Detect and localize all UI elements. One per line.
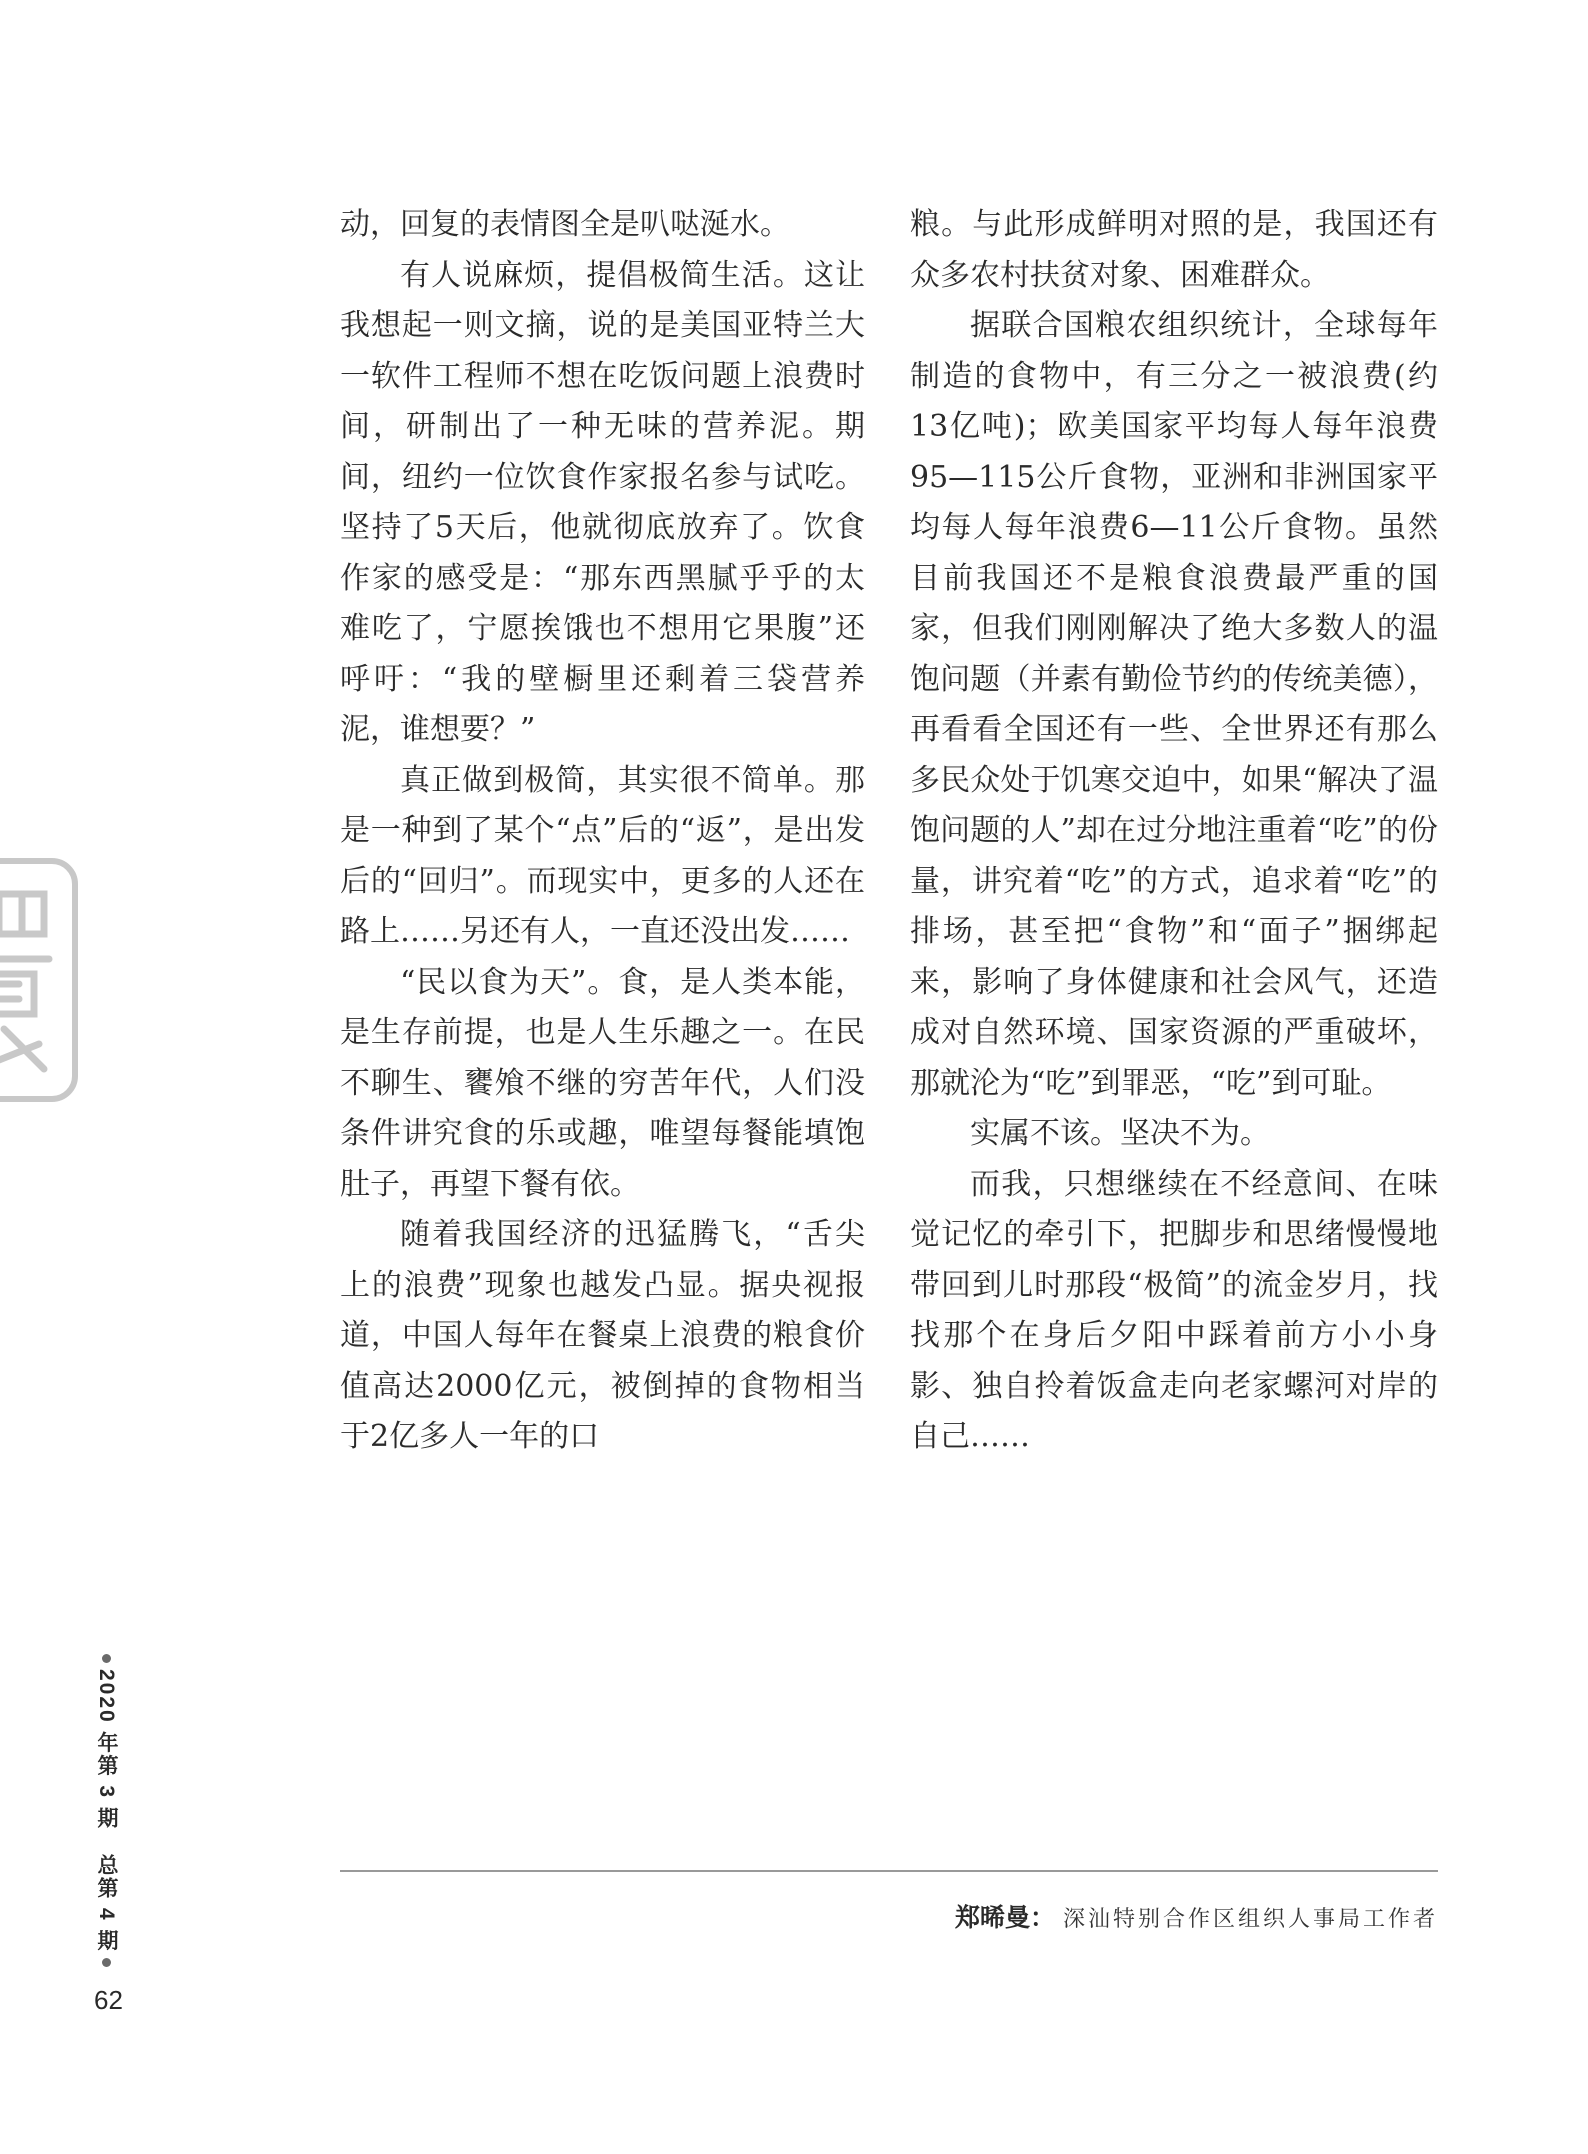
author-name: 郑晞曼： — [954, 1903, 1055, 1932]
total-issue-text: 总第 4 期 — [95, 1853, 118, 1953]
paragraph: 随着我国经济的迅猛腾飞，“舌尖上的浪费”现象也越发凸显。据央视报道，中国人每年在餐桌上浪费的粮食价值高达2000亿元，被倒掉的食物相当于2亿多人一年的口 — [340, 1217, 865, 1454]
page-number: 62 — [94, 1985, 123, 2015]
bullet-dot-icon — [102, 1654, 111, 1663]
paragraph: 实属不该。坚决不为。 — [970, 1116, 1270, 1151]
article-column-left — [340, 200, 865, 1463]
author-role: 深汕特别合作区组织人事局工作者 — [1062, 1907, 1438, 1932]
bullet-dot-icon — [102, 1958, 111, 1967]
paragraph: 有人说麻烦，提倡极简生活。这让我想起一则文摘，说的是美国亚特兰大一软件工程师不想在吃饭问题上浪费时间，研制出了一种无味的营养泥。期间，纽约一位饮食作家报名参与试吃。坚持了5天后，他就彻底放弃了。饮食作家的感受是：“那东西黑腻乎乎的太难吃了，宁愿挨饿也不想用它果腹”还呼吁：“我的壁橱里还剩着三袋营养泥，谁想要？” — [340, 257, 865, 747]
paragraph: 粮。与此形成鲜明对照的是，我国还有众多农村扶贫对象、困难群众。 — [910, 207, 1438, 293]
paragraph: 动，回复的表情图全是叭哒涎水。 — [340, 207, 790, 242]
paragraph: 而我，只想继续在不经意间、在味觉记忆的牵引下，把脚步和思绪慢慢地带回到儿时那段“极简”的流金岁月，找找那个在身后夕阳中踩着前方小小身影、独自拎着饭盒走向老家螺河对岸的自己…… — [910, 1166, 1438, 1454]
seal-stamp-graphic — [0, 858, 78, 1102]
author-byline — [955, 1898, 1438, 1934]
paragraph: 真正做到极简，其实很不简单。那是一种到了某个“点”后的“返”，是出发后的“回归”。而现实中，更多的人还在路上……另还有人，一直还没出发…… — [340, 762, 865, 949]
paragraph: “民以食为天”。食，是人类本能，是生存前提，也是人生乐趣之一。在民不聊生、饔飧不继的穷苦年代，人们没条件讲究食的乐或趣，唯望每餐能填饱肚子，再望下餐有依。 — [340, 964, 865, 1202]
footer-divider — [340, 1870, 1438, 1872]
article-column-right — [910, 200, 1438, 1463]
issue-text: 2020 年第 3 期 — [95, 1669, 118, 1830]
issue-label — [94, 1669, 118, 1952]
issue-info-vertical — [94, 1648, 118, 1973]
paragraph: 据联合国粮农组织统计，全球每年制造的食物中，有三分之一被浪费(约13亿吨)；欧美国家平均每人每年浪费95—115公斤食物，亚洲和非洲国家平均每人每年浪费6—11公斤食物。虽然目前我国还不是粮食浪费最严重的国家，但我们刚刚解决了绝大多数人的温饱问题（并素有勤俭节约的传统美德），再看看全国还有一些、全世界还有那么多民众处于饥寒交迫中，如果“解决了温饱问题的人”却在过分地注重着“吃”的份量，讲究着“吃”的方式，追求着“吃”的排场，甚至把“食物”和“面子”捆绑起来，影响了身体健康和社会风气，还造成对自然环境、国家资源的严重破坏，那就沦为“吃”到罪恶，“吃”到可耻。 — [910, 308, 1438, 1101]
